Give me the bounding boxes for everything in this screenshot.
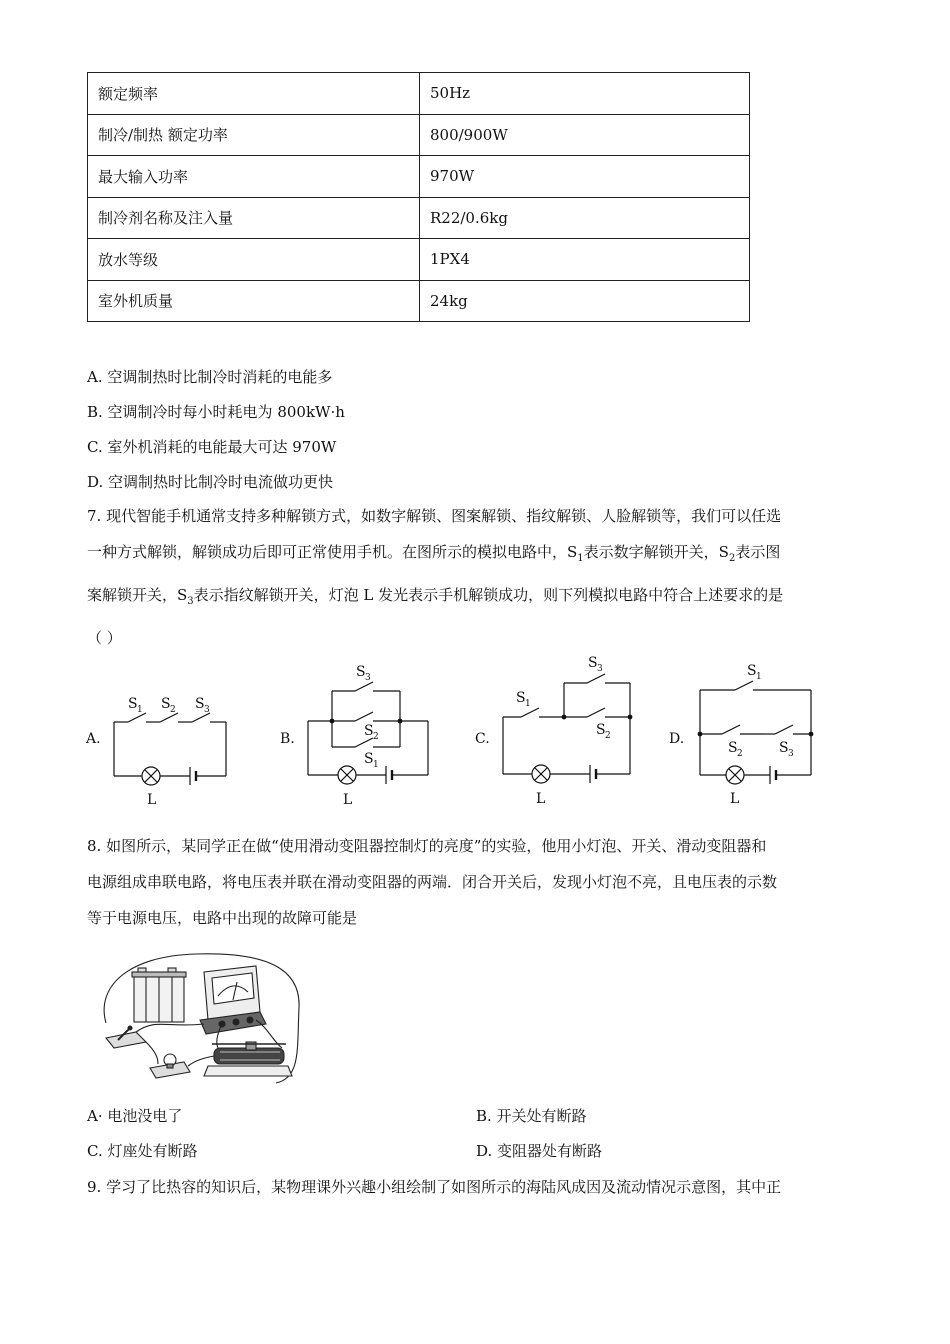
- circuit-a: [114, 713, 226, 785]
- switch-label: S: [195, 696, 205, 712]
- spec-row: [88, 156, 750, 198]
- q7-line-2: [87, 534, 867, 577]
- q7-line-2b: 表示数字解锁开关，S: [583, 543, 729, 561]
- spec-key: 室外机质量: [88, 280, 420, 322]
- circuit-a-label: A.: [86, 731, 101, 747]
- q8-option-a: A· 电池没电了: [87, 1107, 183, 1125]
- q7-question: [87, 498, 867, 656]
- switch-sub: 3: [204, 705, 210, 715]
- spec-row: [88, 280, 750, 322]
- switch-label: S: [516, 690, 526, 706]
- q8-experiment-illustration: [96, 948, 306, 1090]
- q8-line-1: 8. 如图所示，某同学正在做“使用滑动变阻器控制灯的亮度”的实验，他用小灯泡、开关、滑动变阻器和: [87, 837, 767, 855]
- switch-sub: 3: [788, 749, 794, 759]
- lamp-label: L: [343, 792, 353, 808]
- circuit-c-label: C.: [475, 731, 490, 747]
- lamp-label: L: [147, 792, 157, 808]
- spec-key: 额定频率: [88, 73, 420, 115]
- spec-value: 800/900W: [420, 114, 750, 156]
- spec-row: [88, 239, 750, 281]
- switch-label: S: [364, 723, 374, 739]
- spec-value: 970W: [420, 156, 750, 198]
- spec-row: [88, 197, 750, 239]
- switch-label: S: [747, 663, 757, 679]
- switch-sub: 1: [137, 705, 143, 715]
- switch-label: S: [596, 722, 606, 738]
- switch-sub: 3: [365, 673, 371, 683]
- spec-key: 放水等级: [88, 239, 420, 281]
- battery-pack-icon: [132, 968, 186, 1022]
- switch-sub: 3: [597, 664, 603, 674]
- switch-label: S: [364, 751, 374, 767]
- voltmeter-icon: [200, 966, 266, 1034]
- spec-value: R22/0.6kg: [420, 197, 750, 239]
- switch-label: S: [728, 740, 738, 756]
- switch-label: S: [128, 696, 138, 712]
- spec-table: [87, 72, 750, 322]
- q8-option-d: D. 变阻器处有断路: [476, 1142, 603, 1160]
- circuit-d: [700, 681, 811, 784]
- q7-line-2a: 一种方式解锁，解锁成功后即可正常使用手机。在图所示的模拟电路中，S: [87, 543, 578, 561]
- spec-value: 1PX4: [420, 239, 750, 281]
- switch-sub: 1: [373, 760, 379, 770]
- switch-label: S: [161, 696, 171, 712]
- switch-label: S: [588, 655, 598, 671]
- spec-key: 最大输入功率: [88, 156, 420, 198]
- sub-1: 1: [577, 553, 584, 564]
- q7-line-3a: 案解锁开关，S: [87, 586, 188, 604]
- q7-line-3: [87, 577, 867, 620]
- q6-option-d: D. 空调制热时比制冷时电流做功更快: [87, 473, 334, 491]
- circuit-d-label: D.: [669, 731, 685, 747]
- bulb-icon: [150, 1054, 190, 1078]
- q8-option-b: B. 开关处有断路: [476, 1107, 587, 1125]
- spec-value: 50Hz: [420, 73, 750, 115]
- sub-2: 2: [728, 553, 736, 564]
- spec-value: 24kg: [420, 280, 750, 322]
- q6-option-c: C. 室外机消耗的电能最大可达 970W: [87, 438, 337, 456]
- q7-line-4: （ ）: [87, 629, 122, 647]
- spec-key: 制冷/制热 额定功率: [88, 114, 420, 156]
- q9-line-1: 9. 学习了比热容的知识后，某物理课外兴趣小组绘制了如图所示的海陆风成因及流动情况示意图，其中正: [87, 1178, 782, 1196]
- lamp-label: L: [730, 791, 740, 807]
- circuit-b-label: B.: [280, 731, 295, 747]
- switch-sub: 2: [605, 731, 611, 741]
- q8-question: [87, 828, 867, 936]
- switch-sub: 1: [756, 672, 762, 682]
- spec-key: 制冷剂名称及注入量: [88, 197, 420, 239]
- q6-option-b: B. 空调制冷时每小时耗电为 800kW·h: [87, 403, 345, 421]
- switch-sub: 1: [525, 699, 531, 709]
- switch-label: S: [779, 740, 789, 756]
- switch-label: S: [356, 664, 366, 680]
- q6-option-a: A. 空调制热时比制冷时消耗的电能多: [87, 368, 333, 386]
- spec-row: [88, 114, 750, 156]
- q8-option-c: C. 灯座处有断路: [87, 1142, 198, 1160]
- sub-3: 3: [187, 596, 194, 607]
- lamp-label: L: [536, 791, 546, 807]
- q8-line-2: 电源组成串联电路，将电压表并联在滑动变阻器的两端．闭合开关后，发现小灯泡不亮，且电压表的示数: [87, 873, 778, 891]
- q7-line-2c: 表示图: [735, 543, 781, 561]
- spec-row: [88, 73, 750, 115]
- q7-circuit-diagrams: [80, 645, 840, 815]
- switch-sub: 2: [170, 705, 176, 715]
- q7-line-3b: 表示指纹解锁开关，灯泡 L 发光表示手机解锁成功，则下列模拟电路中符合上述要求的是: [193, 586, 784, 604]
- switch-sub: 2: [737, 749, 743, 759]
- switch-sub: 2: [373, 732, 379, 742]
- q8-line-3: 等于电源电压，电路中出现的故障可能是: [87, 909, 358, 927]
- q7-line-1: 7. 现代智能手机通常支持多种解锁方式，如数字解锁、图案解锁、指纹解锁、人脸解锁等，我们可以任选: [87, 507, 782, 525]
